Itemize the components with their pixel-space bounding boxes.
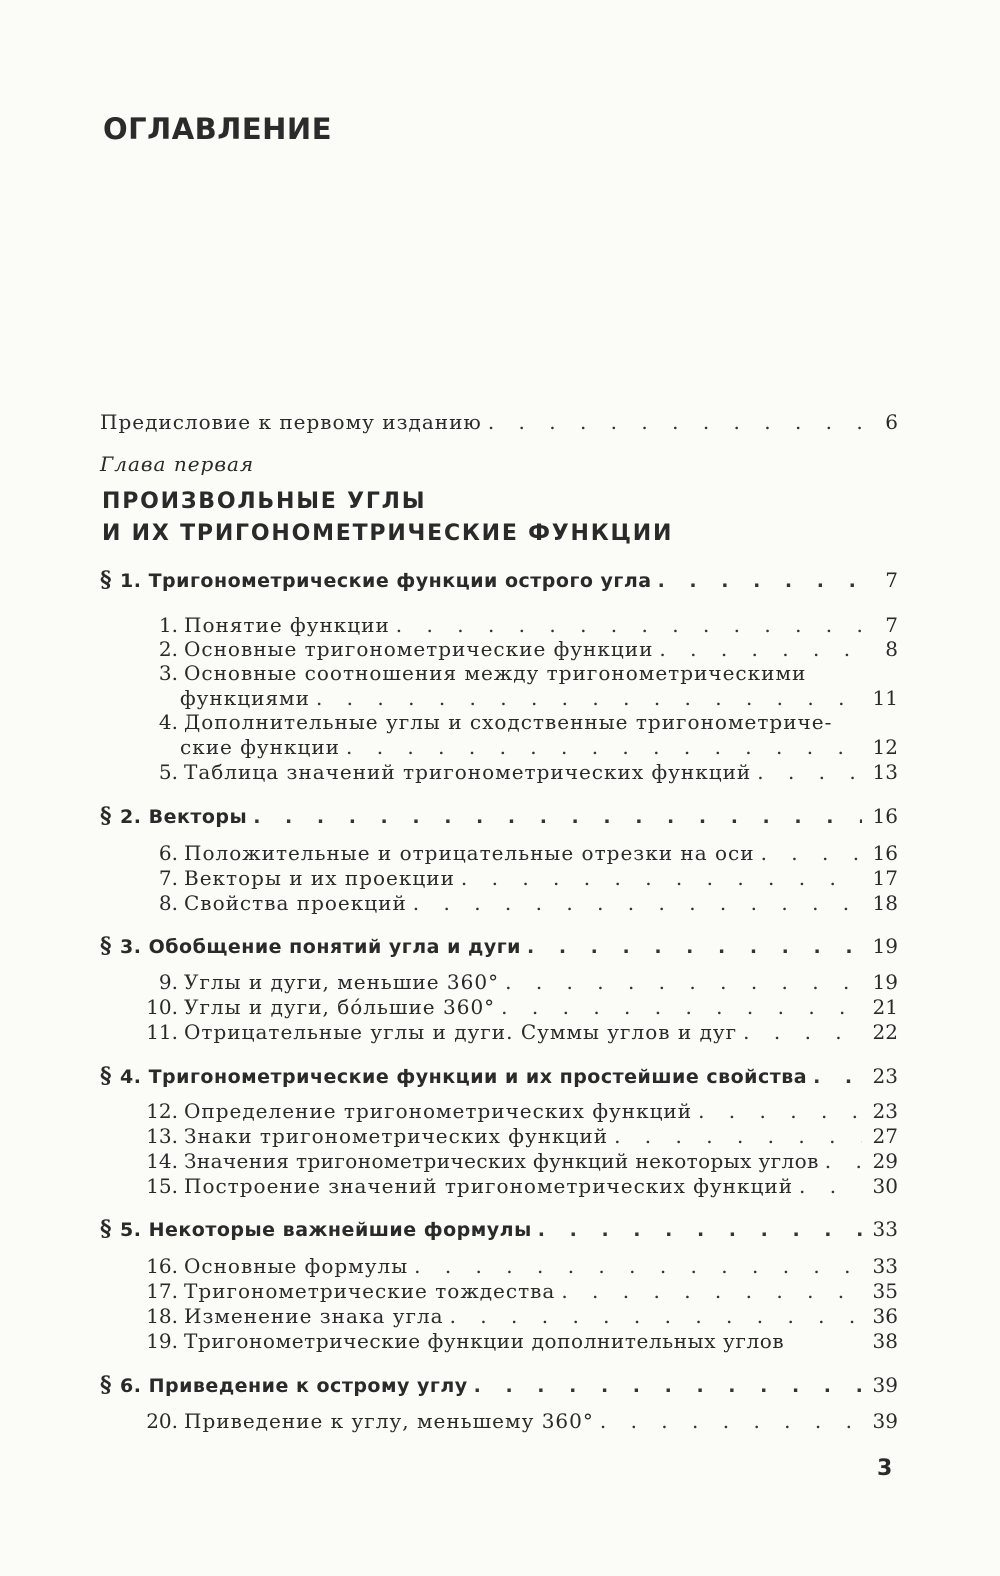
item-number: 4. <box>158 710 178 734</box>
toc-item-20 <box>134 1407 898 1435</box>
chapter-label: Глава первая <box>100 452 255 476</box>
item-page: 27 <box>872 1124 898 1148</box>
item-title: Векторы и их проекции <box>184 866 455 890</box>
item-number: 2. <box>158 637 178 661</box>
item-title: Знаки тригонометрических функций <box>184 1124 609 1148</box>
item-page: 7 <box>885 613 898 637</box>
leader-dots <box>413 889 862 917</box>
section-number: 6. <box>120 1375 142 1397</box>
item-page: 38 <box>872 1329 898 1353</box>
toc-section-6 <box>100 1371 898 1399</box>
item-page: 17 <box>872 866 898 890</box>
item-number: 1. <box>158 613 178 637</box>
item-number: 12. <box>146 1099 178 1123</box>
item-title: Основные соотношения между тригонометрическими <box>184 661 807 685</box>
leader-dots <box>414 1252 862 1280</box>
leader-dots <box>488 408 862 436</box>
toc-section-2 <box>100 802 898 830</box>
item-page: 29 <box>872 1149 898 1173</box>
leader-dots <box>813 1063 862 1091</box>
leader-dots <box>346 733 862 761</box>
toc-item-19 <box>134 1327 898 1355</box>
item-page: 21 <box>872 995 898 1019</box>
chapter-title-line-1: ПРОИЗВОЛЬНЫЕ УГЛЫ <box>102 489 427 514</box>
leader-dots <box>527 933 862 961</box>
item-page: 39 <box>872 1409 898 1433</box>
leader-dots <box>743 1018 862 1046</box>
leader-dots <box>501 993 862 1021</box>
toc-item-18 <box>134 1302 898 1330</box>
toc-section-4 <box>100 1062 898 1090</box>
item-number: 19. <box>146 1329 178 1353</box>
item-number: 13. <box>146 1124 178 1148</box>
toc-item-9 <box>134 968 898 996</box>
item-number: 5. <box>158 760 178 784</box>
item-number: 18. <box>146 1304 178 1328</box>
item-number: 6. <box>158 841 178 865</box>
section-page: 16 <box>872 804 898 828</box>
item-number: 9. <box>158 970 178 994</box>
item-number: 20. <box>146 1409 178 1433</box>
section-number: 2. <box>120 806 142 828</box>
item-title-cont: ские функции <box>180 735 340 759</box>
section-title: Приведение к острому углу <box>148 1375 468 1397</box>
toc-item-14 <box>134 1147 898 1175</box>
leader-dots <box>825 1147 862 1175</box>
toc-section-5 <box>100 1215 898 1243</box>
item-title: Основные формулы <box>184 1254 409 1278</box>
item-title: Тригонометрические функции дополнительных углов <box>184 1329 785 1353</box>
entry-title: Предисловие к первому изданию <box>100 410 482 434</box>
item-title: Определение тригонометрических функций <box>184 1099 693 1123</box>
item-page: 11 <box>872 686 898 710</box>
item-number: 10. <box>146 995 178 1019</box>
item-page: 36 <box>872 1304 898 1328</box>
toc-section-3 <box>100 932 898 960</box>
toc-item-3 <box>134 659 898 687</box>
section-title: Обобщение понятий угла и дуги <box>148 936 521 958</box>
section-title: Тригонометрические функции острого угла <box>148 570 652 592</box>
section-sign: § <box>100 1372 113 1398</box>
chapter-title <box>102 486 673 550</box>
item-number: 7. <box>158 866 178 890</box>
item-title: Углы и дуги, меньшие 360° <box>184 970 500 994</box>
item-number: 14. <box>146 1149 178 1173</box>
toc-item-7 <box>134 864 898 892</box>
item-page: 33 <box>872 1254 898 1278</box>
item-page: 8 <box>885 637 898 661</box>
leader-dots <box>658 567 862 595</box>
toc-item-4 <box>134 708 898 736</box>
leader-dots <box>253 803 862 831</box>
item-title: Построение значений тригонометрических функций <box>184 1174 794 1198</box>
item-title: Изменение знака угла <box>184 1304 444 1328</box>
section-sign: § <box>100 567 113 593</box>
toc-item-11 <box>134 1018 898 1046</box>
item-number: 3. <box>158 661 178 685</box>
page-number: 3 <box>877 1456 893 1481</box>
item-title: Отрицательные углы и дуги. Суммы углов и дуг <box>184 1020 738 1044</box>
item-title: Значения тригонометрических функций некоторых углов <box>184 1149 819 1173</box>
item-page: 18 <box>872 891 898 915</box>
item-number: 17. <box>146 1279 178 1303</box>
section-page: 19 <box>872 934 898 958</box>
entry-page: 6 <box>885 410 898 434</box>
leader-dots <box>461 864 862 892</box>
toc-item-4-cont <box>180 733 898 761</box>
section-title: Векторы <box>148 806 248 828</box>
item-page: 23 <box>872 1099 898 1123</box>
item-title: Понятие функции <box>184 613 390 637</box>
section-sign: § <box>100 1063 113 1089</box>
item-title: Приведение к углу, меньшему 360° <box>184 1409 594 1433</box>
item-title: Дополнительные углы и сходственные тригонометриче- <box>184 710 833 734</box>
item-title: Положительные и отрицательные отрезки на оси <box>184 841 755 865</box>
section-sign: § <box>100 933 113 959</box>
item-title: Основные тригонометрические функции <box>184 637 654 661</box>
toc-item-8 <box>134 889 898 917</box>
item-number: 8. <box>158 891 178 915</box>
item-title-cont: функциями <box>180 686 310 710</box>
leader-dots <box>698 1097 862 1125</box>
item-title: Таблица значений тригонометрических функций <box>184 760 752 784</box>
item-page: 16 <box>872 841 898 865</box>
section-page: 33 <box>872 1217 898 1241</box>
section-title: Некоторые важнейшие формулы <box>148 1219 532 1241</box>
section-page: 7 <box>885 568 898 592</box>
section-page: 39 <box>872 1373 898 1397</box>
page-title: ОГЛАВЛЕНИЕ <box>103 112 333 146</box>
item-page: 22 <box>872 1020 898 1044</box>
item-page: 13 <box>872 760 898 784</box>
toc-item-17 <box>134 1277 898 1305</box>
toc-item-15 <box>134 1172 898 1200</box>
item-title: Тригонометрические тождества <box>184 1279 556 1303</box>
leader-dots <box>600 1407 862 1435</box>
toc-item-13 <box>134 1122 898 1150</box>
leader-dots <box>474 1372 862 1400</box>
section-number: 1. <box>120 570 142 592</box>
toc-item-12 <box>134 1097 898 1125</box>
section-number: 3. <box>120 936 142 958</box>
section-sign: § <box>100 1216 113 1242</box>
section-title: Тригонометрические функции и их простейшие свойства <box>148 1066 808 1088</box>
leader-dots <box>757 758 862 786</box>
item-number: 11. <box>146 1020 178 1044</box>
leader-dots <box>561 1277 862 1305</box>
toc-entry-preface <box>100 408 898 436</box>
chapter-title-line-2: И ИХ ТРИГОНОМЕТРИЧЕСКИЕ ФУНКЦИИ <box>102 521 674 546</box>
item-title: Углы и дуги, бо́льшие 360° <box>184 995 496 1019</box>
toc-section-1 <box>100 566 898 594</box>
toc-item-16 <box>134 1252 898 1280</box>
leader-dots <box>799 1172 862 1200</box>
item-page: 19 <box>872 970 898 994</box>
leader-dots <box>614 1122 862 1150</box>
leader-dots <box>761 839 862 867</box>
item-page: 35 <box>872 1279 898 1303</box>
leader-dots <box>505 968 862 996</box>
toc-item-6 <box>134 839 898 867</box>
item-page: 12 <box>872 735 898 759</box>
item-title: Свойства проекций <box>184 891 407 915</box>
section-page: 23 <box>872 1064 898 1088</box>
item-number: 16. <box>146 1254 178 1278</box>
leader-dots <box>450 1302 862 1330</box>
section-number: 5. <box>120 1219 142 1241</box>
section-number: 4. <box>120 1066 142 1088</box>
item-page: 30 <box>872 1174 898 1198</box>
toc-item-5 <box>134 758 898 786</box>
leader-dots <box>538 1216 862 1244</box>
item-number: 15. <box>146 1174 178 1198</box>
section-sign: § <box>100 803 113 829</box>
toc-item-10 <box>134 993 898 1021</box>
